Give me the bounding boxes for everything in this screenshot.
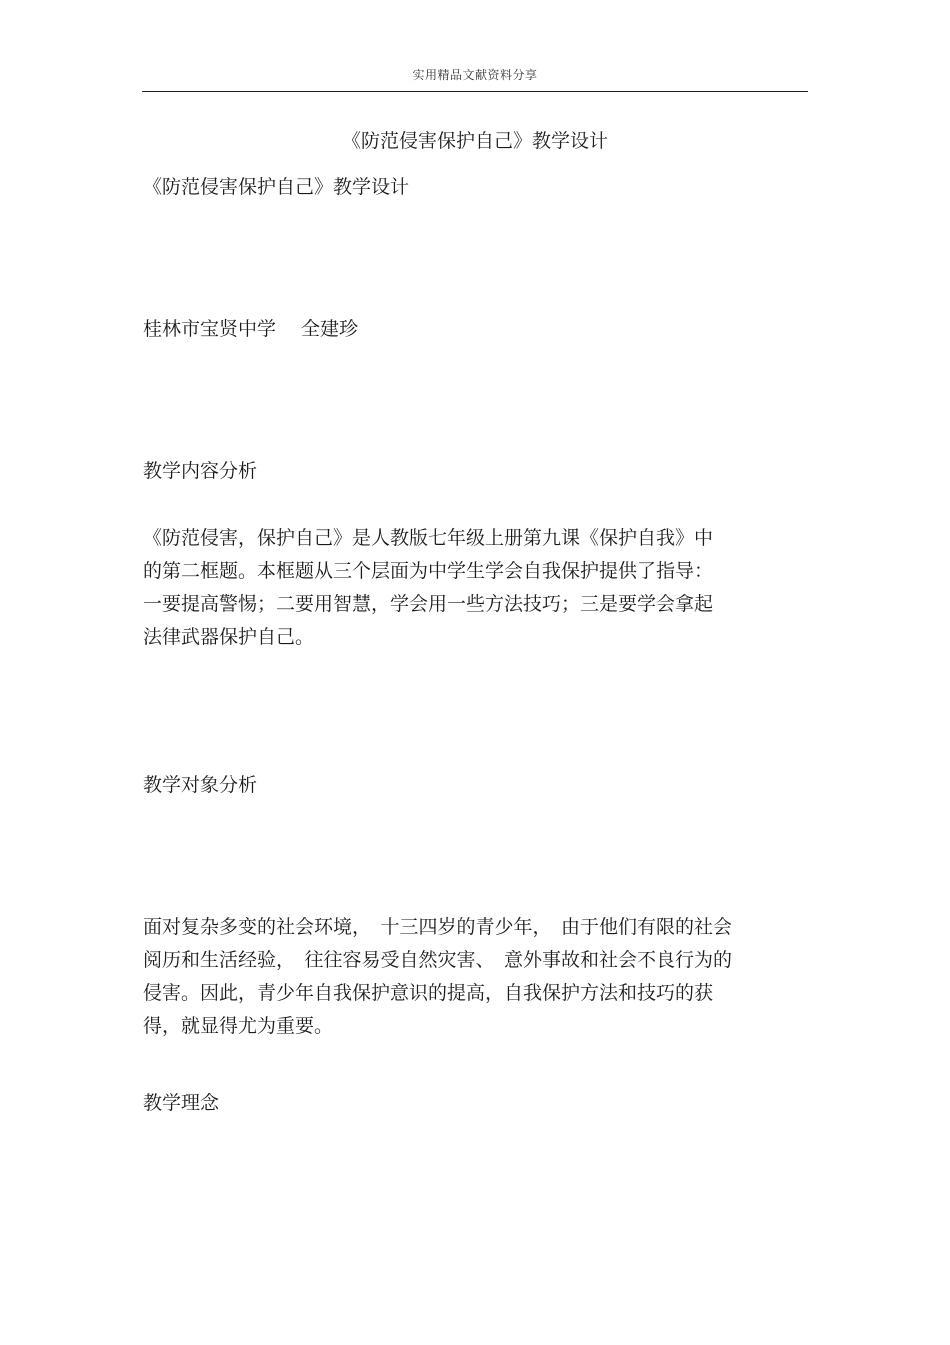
- paragraph-line: 侵害。因此，青少年自我保护意识的提高，自我保护方法和技巧的获: [143, 982, 714, 1004]
- running-header: 实用精品文献资料分享: [412, 68, 538, 82]
- section-paragraph-content-analysis: [143, 522, 803, 654]
- paragraph-line: 法律武器保护自己。: [143, 626, 315, 648]
- header-divider: [142, 91, 808, 92]
- section-heading-teaching-philosophy: 教学理念: [143, 1092, 220, 1114]
- paragraph-line: 面对复杂多变的社会环境， 十三四岁的青少年， 由于他们有限的社会: [143, 916, 733, 938]
- paragraph-line: 一要提高警惕；二要用智慧，学会用一些方法技巧；三是要学会拿起: [143, 593, 714, 615]
- section-heading-audience-analysis: 教学对象分析: [143, 774, 258, 796]
- document-subtitle: 《防范侵害保护自己》教学设计: [143, 176, 410, 198]
- author-line: 桂林市宝贤中学 全建珍: [143, 318, 359, 340]
- paragraph-line: 《防范侵害，保护自己》是人教版七年级上册第九课《保护自我》中: [143, 527, 714, 549]
- document-title: 《防范侵害保护自己》教学设计: [341, 130, 608, 152]
- paragraph-line: 的第二框题。本框题从三个层面为中学生学会自我保护提供了指导：: [143, 560, 714, 582]
- paragraph-line: 得，就显得尤为重要。: [143, 1015, 334, 1037]
- section-paragraph-audience-analysis: [143, 911, 803, 1043]
- section-heading-content-analysis: 教学内容分析: [143, 460, 258, 482]
- paragraph-line: 阅历和生活经验， 往往容易受自然灾害、 意外事故和社会不良行为的: [143, 949, 733, 971]
